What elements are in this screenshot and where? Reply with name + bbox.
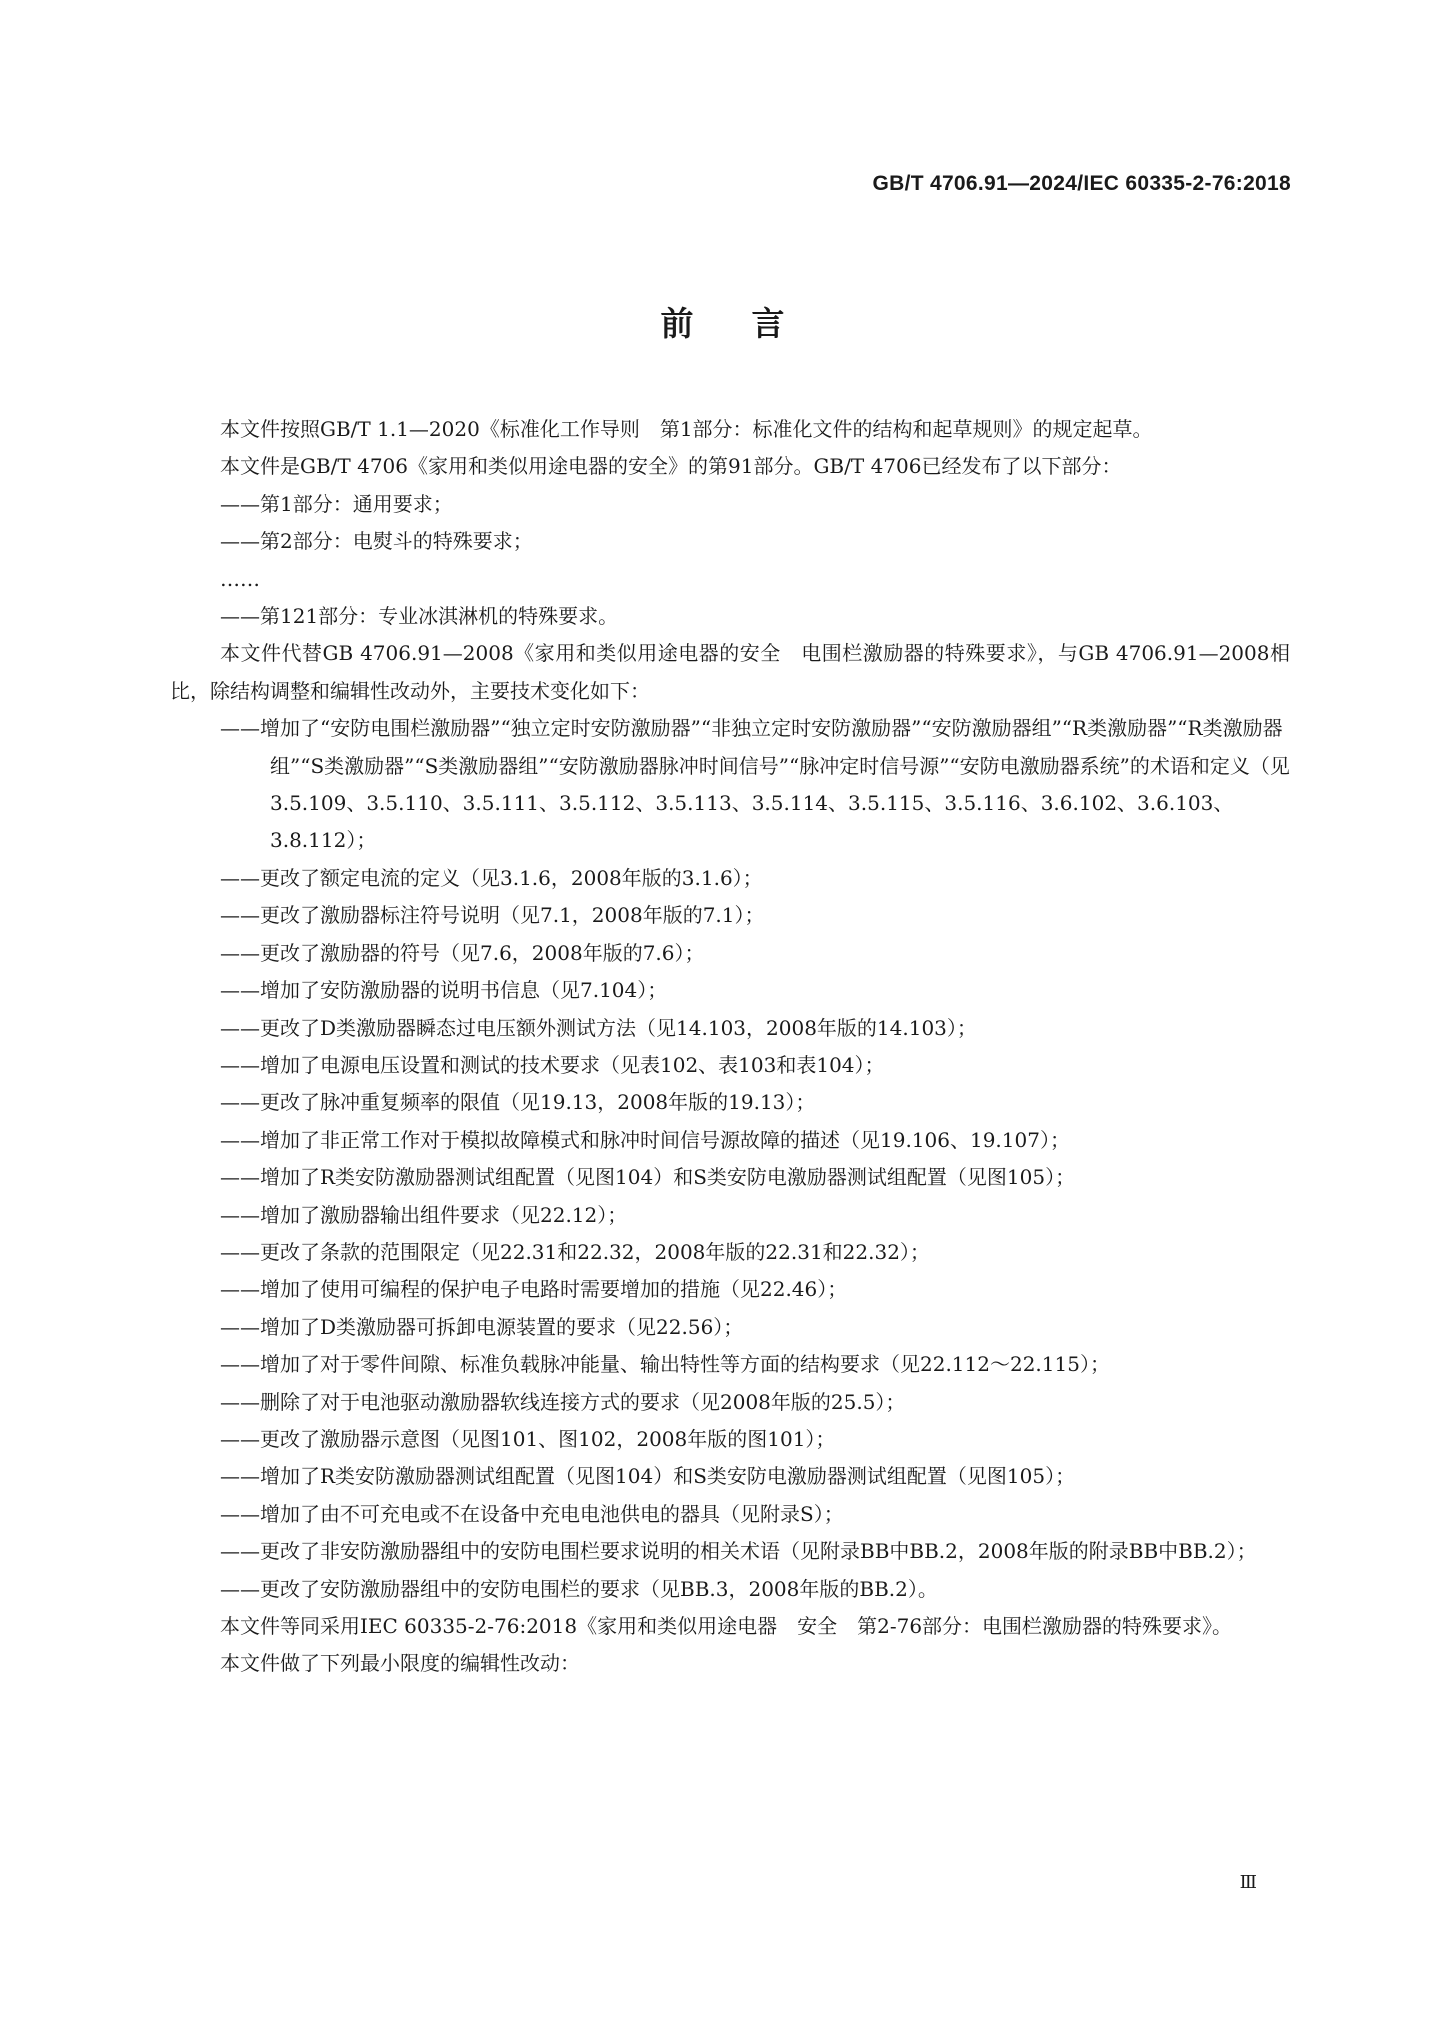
page-number: Ⅲ <box>1239 1872 1257 1893</box>
list-item: ——增加了使用可编程的保护电子电路时需要增加的措施（见22.46）； <box>220 1277 848 1302</box>
list-item: ——增加了由不可充电或不在设备中充电电池供电的器具（见附录S）； <box>220 1501 844 1526</box>
list-item: ——更改了额定电流的定义（见3.1.6，2008年版的3.1.6）； <box>220 865 763 890</box>
list-ellipsis: …… <box>220 566 260 591</box>
list-item: ——增加了非正常工作对于模拟故障模式和脉冲时间信号源故障的描述（见19.106、19.107）； <box>220 1127 1070 1152</box>
list-item: ——增加了电源电压设置和测试的技术要求（见表102、表103和表104）； <box>220 1052 885 1077</box>
list-item: ——更改了非安防激励器组中的安防电围栏要求说明的相关术语（见附录BB中BB.2，2008年版的附录BB中BB.2）； <box>220 1539 1257 1564</box>
paragraph: 本文件是GB/T 4706《家用和类似用途电器的安全》的第91部分。GB/T 4706已经发布了以下部分： <box>220 454 1122 479</box>
paragraph: 本文件等同采用IEC 60335-2-76:2018《家用和类似用途电器 安全 第2-76部分：电围栏激励器的特殊要求》。 <box>220 1614 1233 1638</box>
list-item: ——更改了激励器的符号（见7.6，2008年版的7.6）； <box>220 940 705 965</box>
list-item: ——增加了“安防电围栏激励器”“独立定时安防激励器”“非独立定时安防激励器”“安防激励器组”“R类激励器”“R类激励器组”“S类激励器”“S类激励器组”“安防激励器脉冲时间信号”“脉冲定时信号源”“安防电激励器系统”的术语和定义（见3.5.109、3.5.110、3.5.111、3.5.112、3.5.113、3.5.114、3.5.115、3.5.116、3.6.102、3.6.103、3.8.112）； <box>220 716 1290 853</box>
list-item: ——第1部分：通用要求； <box>220 491 453 516</box>
list-item: ——第2部分：电熨斗的特殊要求； <box>220 529 533 554</box>
list-item: ——更改了激励器标注符号说明（见7.1，2008年版的7.1）； <box>220 903 765 928</box>
list-item: ——增加了激励器输出组件要求（见22.12）； <box>220 1202 628 1227</box>
list-item: ——更改了D类激励器瞬态过电压额外测试方法（见14.103，2008年版的14.103）； <box>220 1015 977 1040</box>
list-item: ——增加了安防激励器的说明书信息（见7.104）； <box>220 978 668 1003</box>
paragraph: 本文件代替GB 4706.91—2008《家用和类似用途电器的安全 电围栏激励器的特殊要求》，与GB 4706.91—2008相比，除结构调整和编辑性改动外，主要技术变化如下： <box>170 641 1290 703</box>
list-item: ——增加了对于零件间隙、标准负载脉冲能量、输出特性等方面的结构要求（见22.112～22.115）； <box>220 1352 1110 1377</box>
list-item: ——更改了激励器示意图（见图101、图102，2008年版的图101）； <box>220 1426 836 1451</box>
list-item: ——更改了脉冲重复频率的限值（见19.13，2008年版的19.13）； <box>220 1090 816 1115</box>
list-item: ——更改了安防激励器组中的安防电围栏的要求（见BB.3，2008年版的BB.2）。 <box>220 1576 938 1601</box>
list-item: ——第121部分：专业冰淇淋机的特殊要求。 <box>220 604 619 629</box>
standard-code: GB/T 4706.91—2024/IEC 60335-2-76:2018 <box>872 172 1291 195</box>
list-item: ——删除了对于电池驱动激励器软线连接方式的要求（见2008年版的25.5）； <box>220 1389 906 1414</box>
list-item: ——增加了R类安防激励器测试组配置（见图104）和S类安防电激励器测试组配置（见图105）； <box>220 1165 1076 1190</box>
page-title: 前言 <box>660 304 843 343</box>
list-item: ——更改了条款的范围限定（见22.31和22.32，2008年版的22.31和22.32）； <box>220 1239 930 1264</box>
paragraph: 本文件按照GB/T 1.1—2020《标准化工作导则 第1部分：标准化文件的结构和起草规则》的规定起草。 <box>220 417 1153 441</box>
paragraph: 本文件做了下列最小限度的编辑性改动： <box>220 1651 580 1676</box>
list-item: ——增加了R类安防激励器测试组配置（见图104）和S类安防电激励器测试组配置（见图105）； <box>220 1464 1076 1489</box>
document-body <box>170 411 1290 1683</box>
list-item: ——增加了D类激励器可拆卸电源装置的要求（见22.56）； <box>220 1314 744 1339</box>
